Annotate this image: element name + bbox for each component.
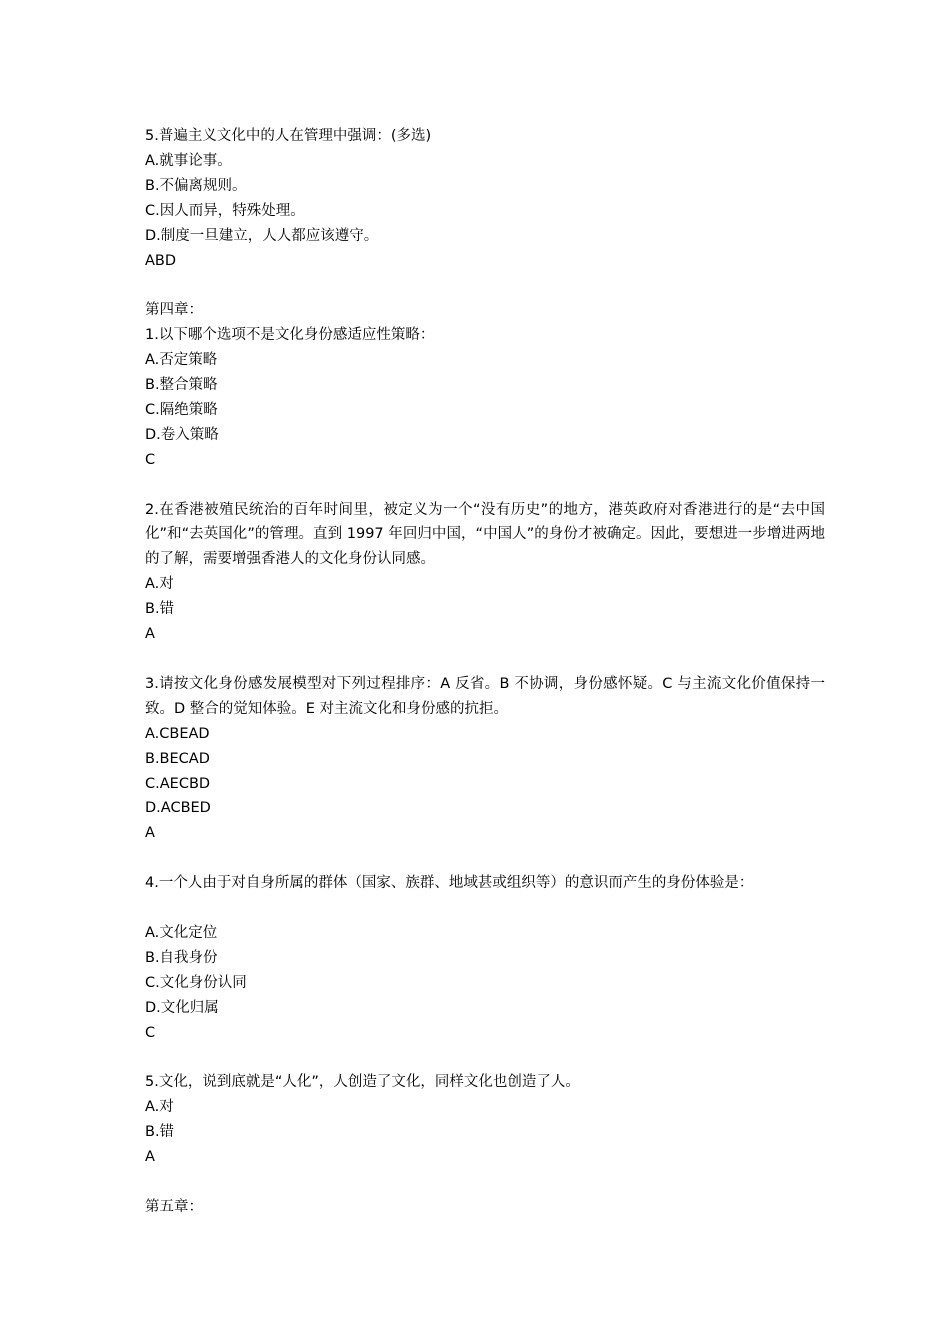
option-c: C.文化身份认同 (145, 974, 247, 991)
option-d: D.卷入策略 (145, 426, 219, 443)
chapter-heading: 第五章： (145, 1198, 203, 1215)
option-a: A.CBEAD (145, 725, 210, 742)
option-c: C.隔绝策略 (145, 401, 218, 418)
question-text: 5.文化，说到底就是“人化”，人创造了文化，同样文化也创造了人。 (145, 1074, 580, 1091)
answer: ABD (145, 252, 177, 269)
question-text: 2.在香港被殖民统治的百年时间里，被定义为一个“没有历史”的地方，港英政府对香港进行的是“去中国化”和“去英国化”的管理。直到 1997 年回归中国，“中国人”的身份才被确定。因此，要想进一步增进两地的了解，需要增强香港人的文化身份认同感。 (145, 501, 825, 568)
question-text: 1.以下哪个选项不是文化身份感适应性策略： (145, 327, 435, 344)
option-b: B.错 (145, 1124, 175, 1141)
option-c: C.因人而异，特殊处理。 (145, 202, 305, 219)
option-a: A.对 (145, 1099, 174, 1116)
option-b: B.BECAD (145, 750, 210, 767)
option-b: B.整合策略 (145, 377, 218, 394)
question-text: 3.请按文化身份感发展模型对下列过程排序：A 反省。B 不协调，身份感怀疑。C 与主流文化价值保持一致。D 整合的觉知体验。E 对主流文化和身份感的抗拒。 (145, 675, 825, 717)
answer: A (145, 626, 155, 643)
option-c: C.AECBD (145, 775, 211, 792)
spacer (145, 473, 825, 498)
document-body (145, 124, 825, 1220)
spacer (145, 1170, 825, 1195)
option-b: B.自我身份 (145, 949, 218, 966)
spacer (145, 846, 825, 871)
spacer (145, 896, 825, 921)
option-d: D.ACBED (145, 800, 211, 817)
option-d: D.文化归属 (145, 999, 219, 1016)
spacer (145, 1045, 825, 1070)
answer: A (145, 1149, 155, 1166)
chapter-heading: 第四章： (145, 302, 203, 319)
answer: C (145, 1024, 156, 1041)
spacer (145, 273, 825, 298)
answer: A (145, 825, 155, 842)
option-a: A.文化定位 (145, 924, 218, 941)
answer: C (145, 451, 156, 468)
question-text: 4.一个人由于对自身所属的群体（国家、族群、地域甚或组织等）的意识而产生的身份体验是： (145, 875, 754, 892)
option-b: B.错 (145, 601, 175, 618)
spacer (145, 647, 825, 672)
option-a: A.对 (145, 576, 174, 593)
question-text: 5.普遍主义文化中的人在管理中强调：(多选) (145, 128, 432, 144)
option-a: A.否定策略 (145, 352, 218, 369)
option-d: D.制度一旦建立，人人都应该遵守。 (145, 227, 379, 244)
option-a: A.就事论事。 (145, 152, 232, 169)
option-b: B.不偏离规则。 (145, 177, 247, 194)
